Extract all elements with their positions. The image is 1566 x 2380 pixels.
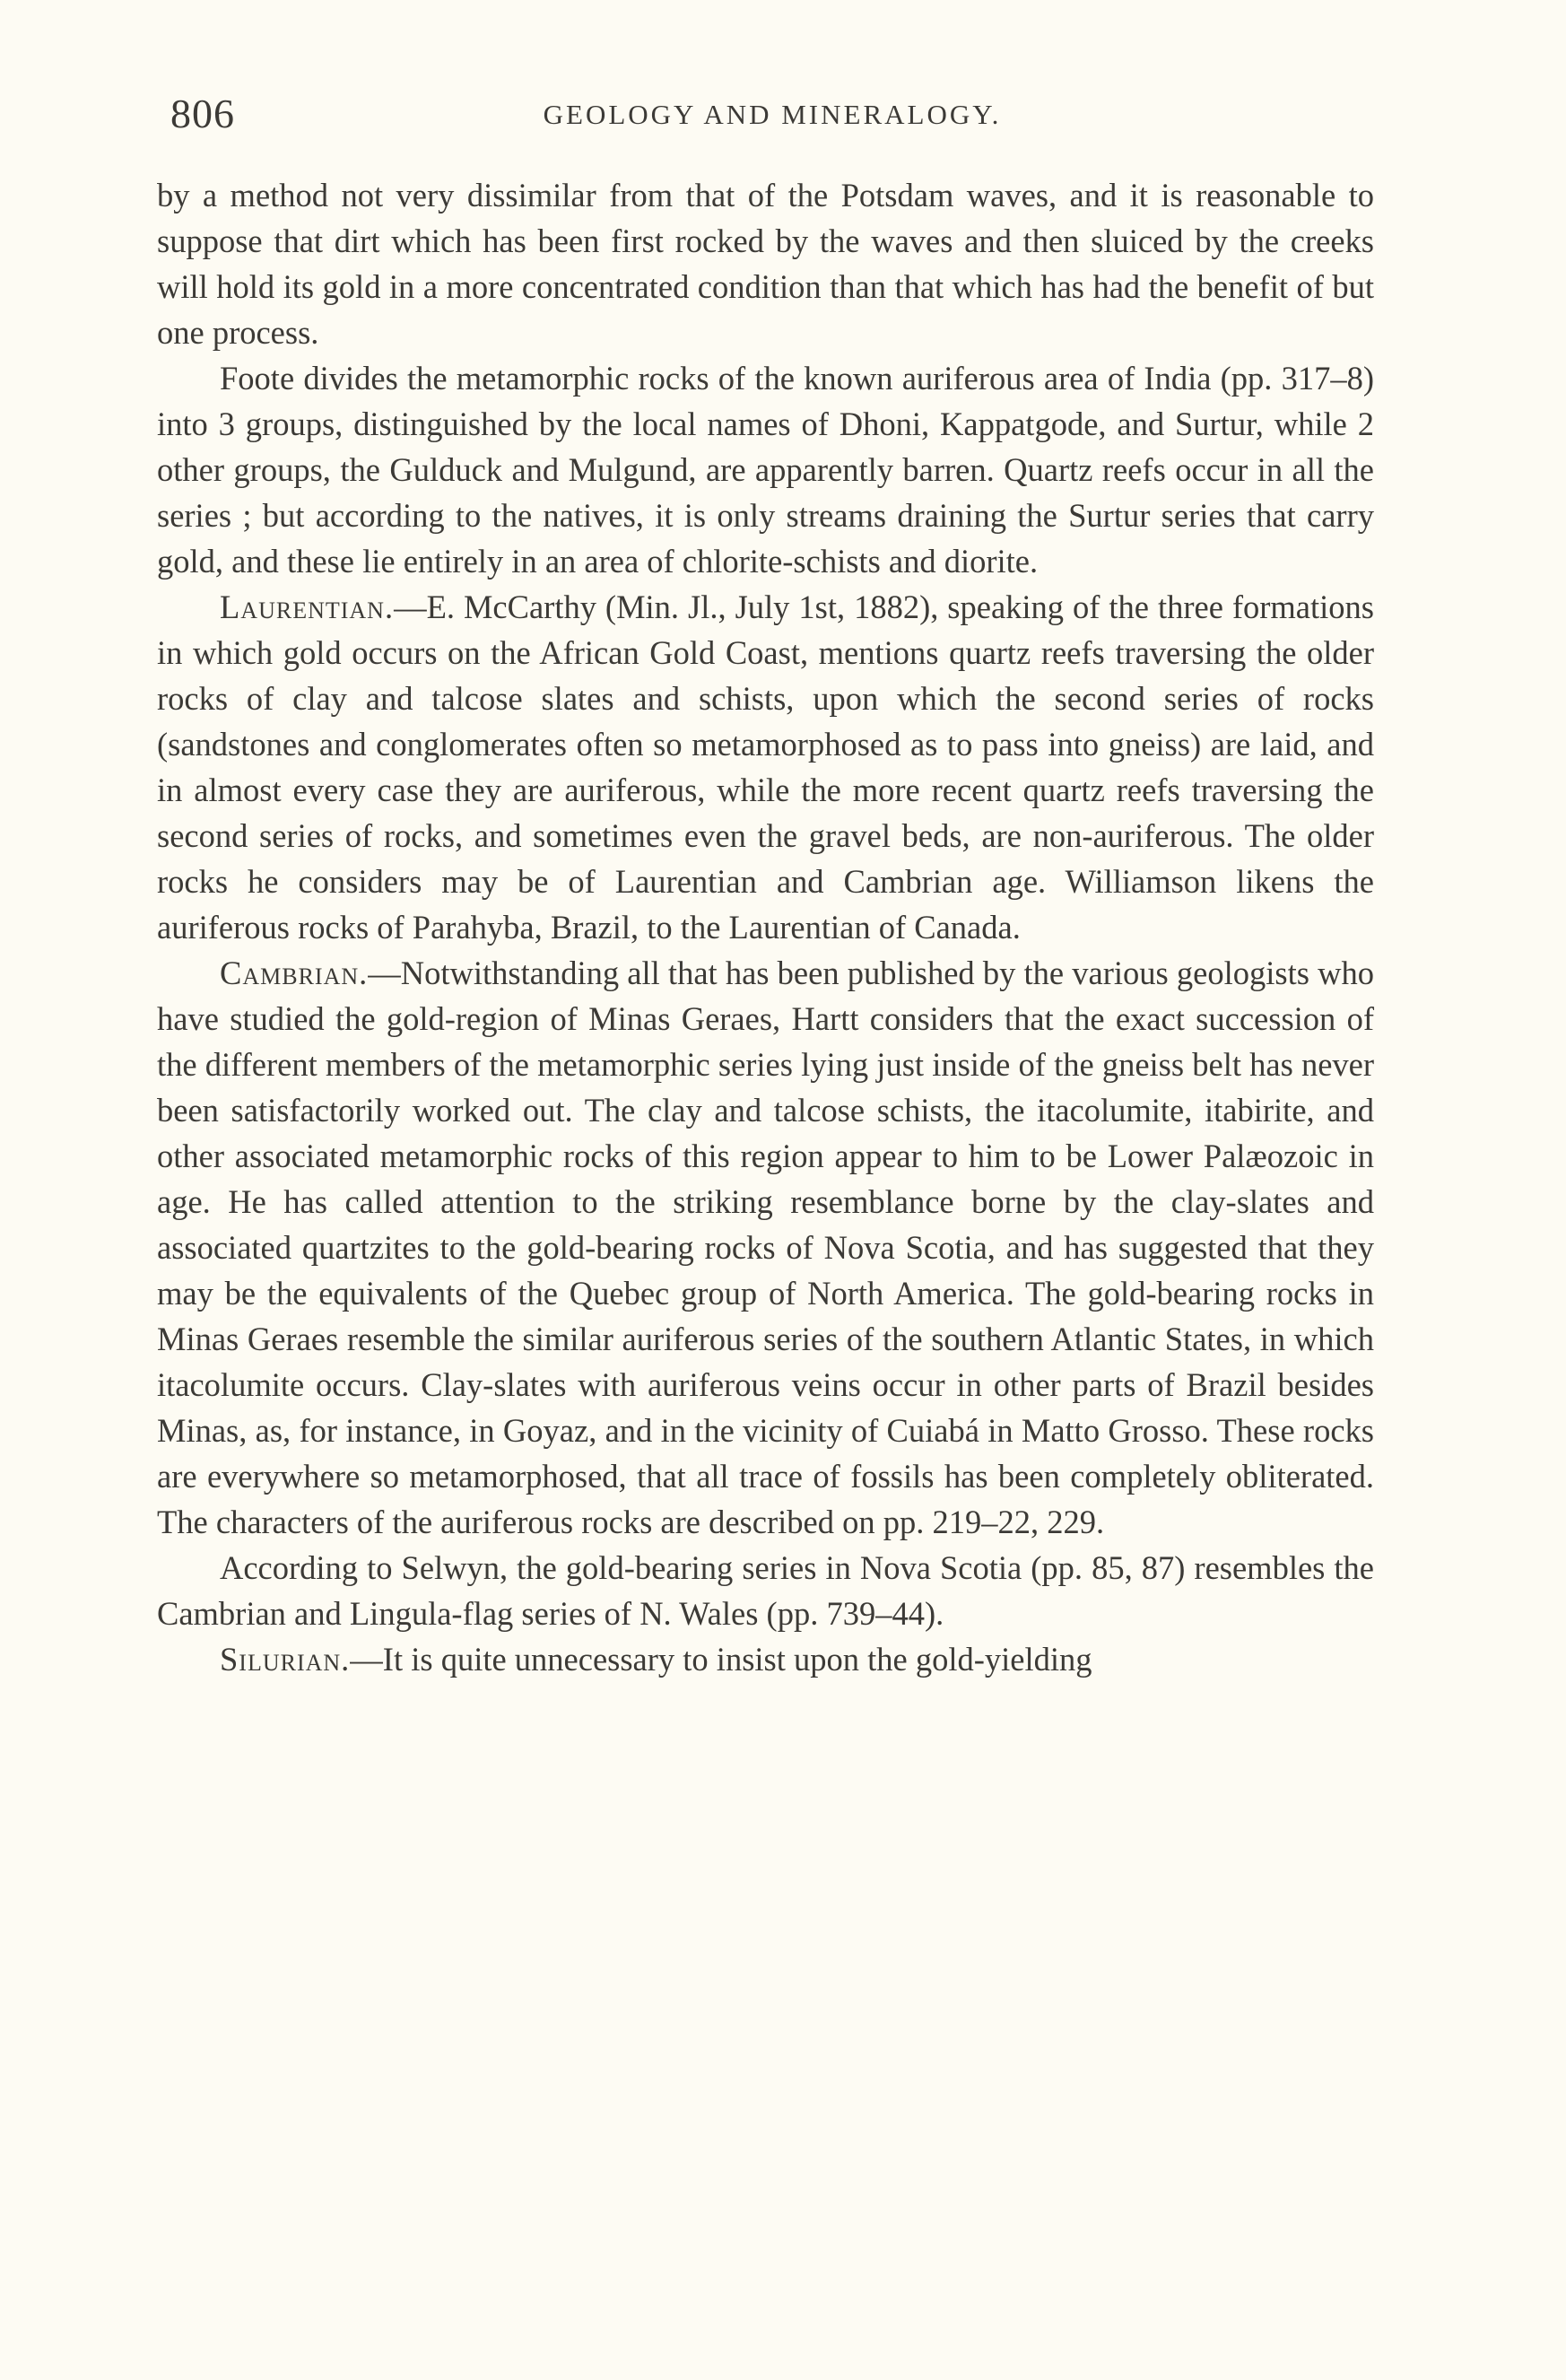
running-head: GEOLOGY AND MINERALOGY.: [543, 99, 1002, 130]
section-lead-laurentian: Laurentian.: [220, 588, 395, 625]
paragraph-text: According to Selwyn, the gold-bearing series in Nova Scotia (pp. 85, 87) resembles the Cambrian and Lingula-flag series of N. Wales (pp. 739–44).: [157, 1549, 1374, 1632]
section-lead-silurian: Silurian.: [220, 1641, 351, 1678]
page-header: [170, 90, 1374, 144]
paragraph-text: —E. McCarthy (Min. Jl., July 1st, 1882), speaking of the three formations in which gold occurs on the African Gold Coast, mentions quartz reefs traversing the older rocks of clay and talcose slates and schists, upon which the second series of rocks (sandstones and conglomerates often so metamorphosed as to pass into gneiss) are laid, and in almost every case they are auriferous, while the more recent quartz reefs traversing the second series of rocks, and sometimes even the gravel beds, are non-auriferous. The older rocks he considers may be of Laurentian and Cambrian age. Williamson likens the auriferous rocks of Parahyba, Brazil, to the Laurentian of Canada.: [157, 588, 1374, 946]
section-lead-cambrian: Cambrian.: [220, 955, 369, 991]
paragraph-text: by a method not very dissimilar from that of the Potsdam waves, and it is reasonable to suppose that dirt which has been first rocked by the waves and then sluiced by the creeks will hold its gold in a more concentrated condition than that which has had the benefit of but one process.: [157, 177, 1374, 351]
paragraph-laurentian: [157, 584, 1374, 950]
body-text: [157, 172, 1374, 1682]
paragraph-foote-india: [157, 355, 1374, 584]
paragraph-text: —Notwithstanding all that has been published by the various geologists who have studied the gold-region of Minas Geraes, Hartt considers that the exact succession of the different members of the metamorphic series lying just inside of the gneiss belt has never been satisfactorily worked out. The clay and talcose schists, the itacolumite, itabirite, and other associated metamorphic rocks of this region appear to him to be Lower Palæozoic in age. He has called attention to the striking resemblance borne by the clay-slates and associated quartzites to the gold-bearing rocks of Nova Scotia, and has suggested that they may be the equivalents of the Quebec group of North America. The gold-bearing rocks in Minas Geraes resemble the similar auriferous series of the southern Atlantic States, in which itacolumite occurs. Clay-slates with auriferous veins occur in other parts of Brazil besides Minas, as, for instance, in Goyaz, and in the vicinity of Cuiabá in Matto Grosso. These rocks are everywhere so metamorphosed, that all trace of fossils has been completely obliterated. The characters of the auriferous rocks are described on pp. 219–22, 229.: [157, 955, 1374, 1540]
paragraph-text: Foote divides the metamorphic rocks of the known auriferous area of India (pp. 317–8) into 3 groups, distinguished by the local names of Dhoni, Kappatgode, and Surtur, while 2 other groups, the Gulduck and Mulgund, are apparently barren. Quartz reefs occur in all the series ; but according to the natives, it is only streams draining the Surtur series that carry gold, and these lie entirely in an area of chlorite-schists and diorite.: [157, 360, 1374, 580]
page-number: 806: [170, 91, 235, 136]
paragraph-selwyn: [157, 1545, 1374, 1636]
paragraph-text: —It is quite unnecessary to insist upon the gold-yielding: [350, 1641, 1092, 1678]
paragraph-silurian: [157, 1636, 1374, 1682]
paragraph-continuation: [157, 172, 1374, 355]
paragraph-cambrian: [157, 950, 1374, 1545]
